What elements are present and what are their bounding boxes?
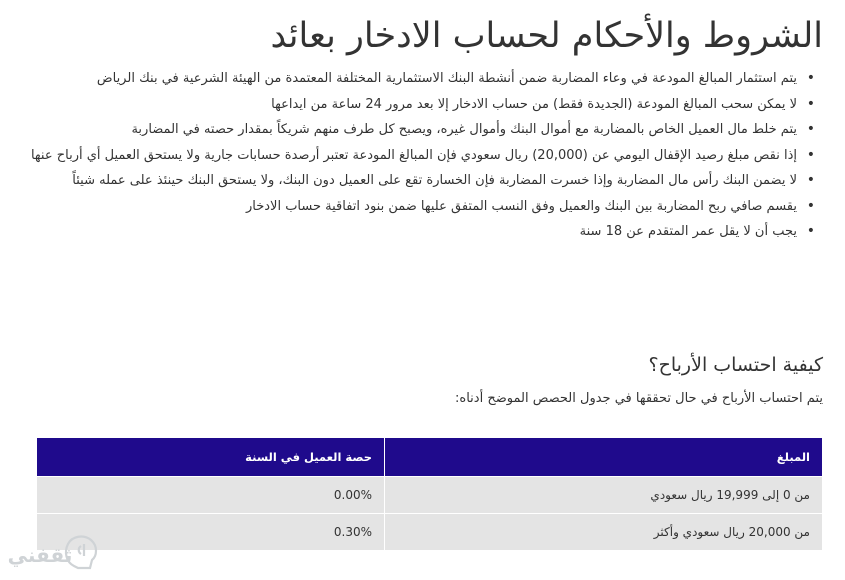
section-intro: يتم احتساب الأرباح في حال تحققها في جدول الحصص الموضح أدناه: <box>455 391 823 406</box>
table-cell-share: 0.00% <box>37 477 385 514</box>
list-item <box>0 168 815 194</box>
list-item-text: لا يضمن البنك رأس مال المضاربة وإذا خسرت المضاربة فإن الخسارة تقع على العميل دون البنك، ولا يستحق البنك حينئذ على عمله شيئاً <box>72 173 797 188</box>
bullet-icon: • <box>806 121 815 137</box>
table-cell-share: 0.30% <box>37 514 385 551</box>
list-item <box>0 143 815 169</box>
bullet-icon: • <box>806 95 815 112</box>
bullet-icon: • <box>806 223 815 239</box>
bullet-icon: • <box>806 197 815 214</box>
profit-table <box>36 437 823 551</box>
list-item-text: يتم استثمار المبالغ المودعة في وعاء المضاربة ضمن أنشطة البنك الاستثمارية المختلفة المعتمدة من الهيئة الشرعية في بنك الرياض <box>96 71 797 86</box>
table-cell-amount: من 20,000 ريال سعودي وأكثر <box>385 514 823 551</box>
list-item-text: يقسم صافي ربح المضاربة بين البنك والعميل وفق النسب المتفق عليها ضمن بنود اتفاقية حساب الادخار <box>245 198 797 214</box>
watermark-text: ثقفني <box>7 543 73 567</box>
page-title: الشروط والأحكام لحساب الادخار بعائد <box>270 16 823 56</box>
list-item-text: إذا نقص مبلغ رصيد الإقفال اليومي عن (20,000) ريال سعودي فإن المبالغ المودعة تعتبر أرصدة حسابات جارية ولا يستحق العميل أي أرباح عنها <box>30 147 797 163</box>
list-item-text: يجب أن لا يقل عمر المتقدم عن 18 سنة <box>579 224 797 239</box>
table-cell-amount: من 0 إلى 19,999 ريال سعودي <box>385 477 823 514</box>
list-item <box>0 92 815 118</box>
bullet-icon: • <box>806 172 815 188</box>
list-item <box>0 219 815 245</box>
bullet-icon: • <box>806 146 815 163</box>
table-header-share: حصة العميل في السنة <box>37 438 385 477</box>
table-row <box>37 477 823 514</box>
table-header-amount: المبلغ <box>385 438 823 477</box>
table-header-row <box>37 438 823 477</box>
terms-list <box>0 66 819 245</box>
bullet-icon: • <box>806 70 815 86</box>
list-item-text: لا يمكن سحب المبالغ المودعة (الجديدة فقط) من حساب الادخار إلا بعد مرور 24 ساعة من ايداعها <box>271 96 797 112</box>
list-item <box>0 66 815 92</box>
list-item <box>0 117 815 143</box>
list-item-text: يتم خلط مال العميل الخاص بالمضاربة مع أموال البنك وأموال غيره، ويصبح كل طرف منهم شريكاً بمقدار حصته في المضاربة <box>131 122 797 137</box>
section-heading: كيفية احتساب الأرباح؟ <box>648 354 823 376</box>
watermark-logo <box>4 522 104 576</box>
table-row <box>37 514 823 551</box>
list-item <box>0 194 815 220</box>
